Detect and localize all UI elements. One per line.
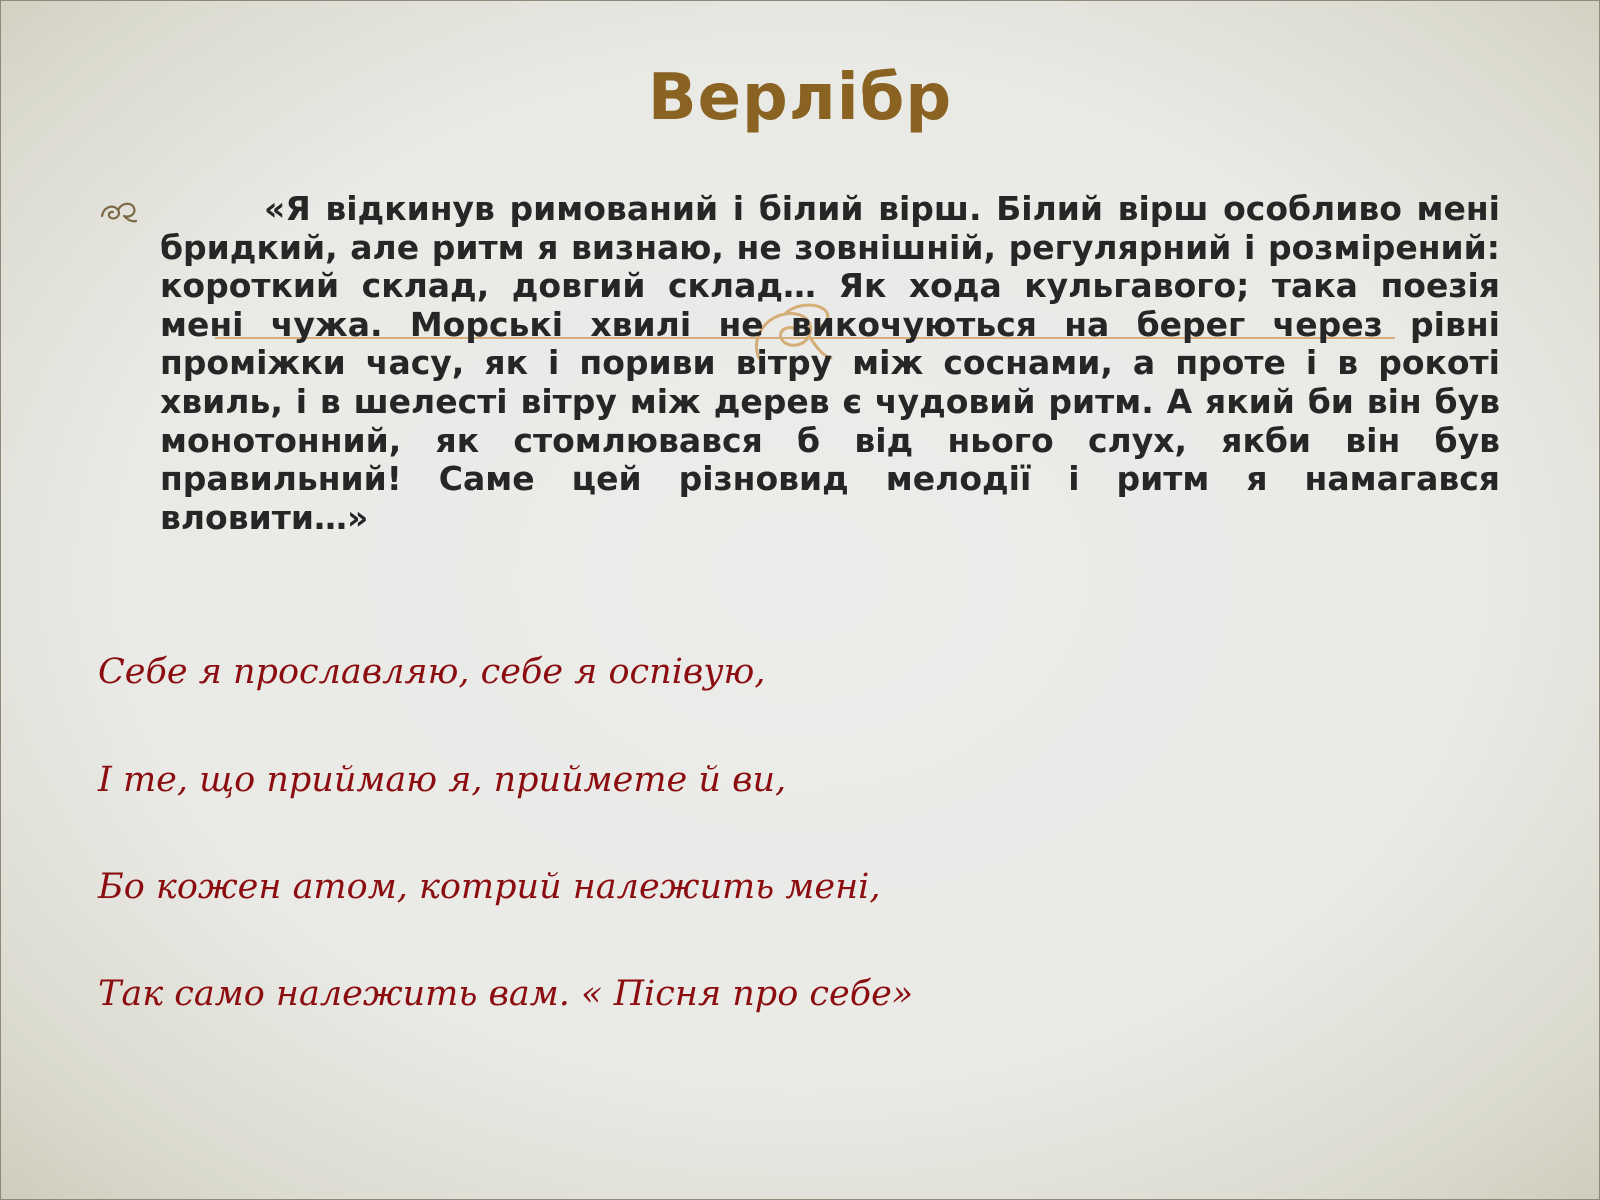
- poem-line-4: Так само належить вам. « Пісня про себе»: [98, 974, 914, 1014]
- poem-line-3: Бо кожен атом, котрий належить мені,: [98, 867, 881, 907]
- poem-line-2: І те, що приймаю я, приймете й ви,: [98, 760, 787, 800]
- quote-paragraph: «Я відкинув римований і білий вірш. Білий вірш особливо мені бридкий, але ритм я визнаю, не зовнішній, регулярний і розмірений: короткий склад, довгий склад… Як хода кульгавого; така поезія мені чужа. Морські хвилі не викочуються на берег через рівні проміжки часу, як і пориви вітру між соснами, а проте і в рокоті хвиль, і в шелесті вітру між дерев є чудовий ритм. А який би він був монотонний, як стомлювався б від нього слух, якби він був правильний! Саме цей різновид мелодії і ритм я намагався вловити…»: [160, 189, 1500, 537]
- slide-title: Верлібр: [647, 61, 953, 135]
- poem-line-1: Себе я прославляю, себе я оспівую,: [98, 652, 766, 692]
- scroll-bullet-icon: [98, 196, 138, 226]
